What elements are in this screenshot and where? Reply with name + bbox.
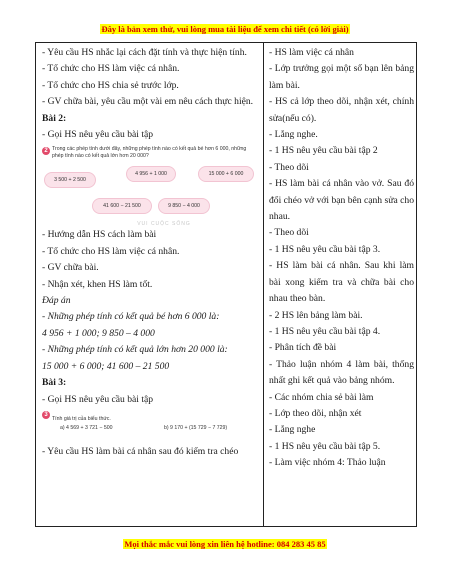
expression-cloud: 4 956 + 1 000: [126, 166, 176, 182]
answer-line: 15 000 + 6 000; 41 600 – 21 500: [42, 360, 170, 372]
exercise-3-part-b: b) 9 170 + (15 729 − 7 729): [164, 424, 228, 431]
column-divider: [263, 43, 264, 526]
lesson-table: [35, 42, 417, 527]
expression-cloud: 3 500 + 2 500: [44, 172, 96, 188]
right-line: - Theo dõi: [269, 227, 309, 239]
right-line: - Các nhóm chia sẻ bài làm: [269, 391, 374, 403]
right-line: - 2 HS lên bảng làm bài.: [269, 309, 363, 321]
left-line: - Tổ chức cho HS làm việc cá nhân.: [42, 63, 180, 75]
right-line: - HS cả lớp theo dõi, nhận xét, chính sửa(nếu có).: [269, 96, 414, 124]
right-line: - Lắng nghe: [269, 424, 316, 436]
hotline-banner-text: Mọi thắc mắc vui lòng xin liên hệ hotline: 084 283 45 85: [124, 539, 326, 549]
left-line: - Tổ chức cho HS chia sẻ trước lớp.: [42, 79, 179, 91]
right-line: - Làm việc nhóm 4: Thảo luận: [269, 457, 386, 469]
right-line: - Phân tích đề bài: [269, 342, 337, 354]
left-line: - Gọi HS nêu yêu cầu bài tập: [42, 393, 154, 405]
left-line: - GV chữa bài.: [42, 262, 99, 274]
exercise-2-question: Trong các phép tính dưới đây, những phép tính nào có kết quả bé hơn 6 000, những phép tính nào có kết quả lớn hơn 20 000?: [52, 146, 247, 160]
exercise-3-image: [42, 410, 256, 440]
expression-cloud: 15 000 + 6 000: [198, 166, 254, 182]
left-line: - Nhận xét, khen HS làm tốt.: [42, 278, 153, 290]
exercise-2-heading: Bài 2:: [42, 112, 67, 124]
right-line: - Thảo luận nhóm 4 làm bài, thống nhất ghi kết quả vào bảng nhóm.: [269, 358, 414, 387]
hotline-banner: [0, 539, 450, 549]
expression-cloud: 41 600 − 21 500: [92, 198, 152, 214]
left-line: - Hướng dẫn HS cách làm bài: [42, 229, 157, 241]
right-line: - Theo dõi: [269, 161, 309, 173]
right-line: - Lắng nghe.: [269, 129, 318, 141]
exercise-2-image: [42, 146, 256, 228]
right-line: - HS làm bài cá nhân vào vở. Sau đó đổi chéo vở với bạn bên cạnh sửa cho nhau.: [269, 178, 414, 223]
right-line: - 1 HS nêu yêu cầu bài tập 2: [269, 145, 378, 157]
answer-heading: Đáp án: [42, 295, 71, 307]
right-line: - Lớp theo dõi, nhận xét: [269, 407, 362, 419]
exercise-3-question: Tính giá trị của biểu thức.: [52, 415, 111, 422]
right-line: - 1 HS nêu yêu cầu bài tập 4.: [269, 325, 381, 337]
right-line: - HS làm bài cá nhân. Sau khi làm bài xong kiểm tra và chữa bài cho nhau theo bàn.: [269, 260, 414, 305]
teacher-activities-column: [42, 45, 258, 460]
expression-cloud: 9 850 − 4 000: [158, 198, 210, 214]
exercise-number-badge: 3: [42, 411, 50, 419]
answer-line: - Những phép tính có kết quả bé hơn 6 000 là:: [42, 311, 220, 323]
right-line: - 1 HS nêu yêu cầu bài tập 3.: [269, 243, 381, 255]
answer-line: 4 956 + 1 000; 9 850 – 4 000: [42, 327, 155, 339]
student-activities-column: [269, 45, 414, 472]
left-line: - Tổ chức cho HS làm việc cá nhân.: [42, 245, 180, 257]
left-line: - Yêu cầu HS nhắc lại cách đặt tính và thực hiện tính.: [42, 47, 247, 58]
answer-line: - Những phép tính có kết quả lớn hơn 20 000 là:: [42, 344, 228, 356]
left-line: - Gọi HS nêu yêu cầu bài tập: [42, 129, 154, 141]
left-line: - Yêu cầu HS làm bài cá nhân sau đó kiểm tra chéo: [42, 445, 239, 457]
right-line: - 1 HS nêu yêu cầu bài tập 5.: [269, 440, 381, 452]
exercise-number-badge: 2: [42, 147, 50, 155]
right-line: - Lớp trưởng gọi một số bạn lên bảng làm bài.: [269, 63, 414, 91]
exercise-3-part-a: a) 4 569 + 3 721 − 500: [60, 424, 113, 431]
watermark-text: VUI CUỘC SỐNG: [137, 221, 191, 228]
preview-banner-text: Đây là bản xem thử, vui lòng mua tài liệu để xem chi tiết (có lời giải): [101, 24, 349, 34]
exercise-3-heading: Bài 3:: [42, 377, 67, 389]
preview-banner: [0, 24, 450, 34]
left-line: - GV chữa bài, yêu cầu một vài em nêu cách thực hiện.: [42, 96, 254, 108]
right-line: - HS làm việc cá nhân: [269, 47, 354, 58]
